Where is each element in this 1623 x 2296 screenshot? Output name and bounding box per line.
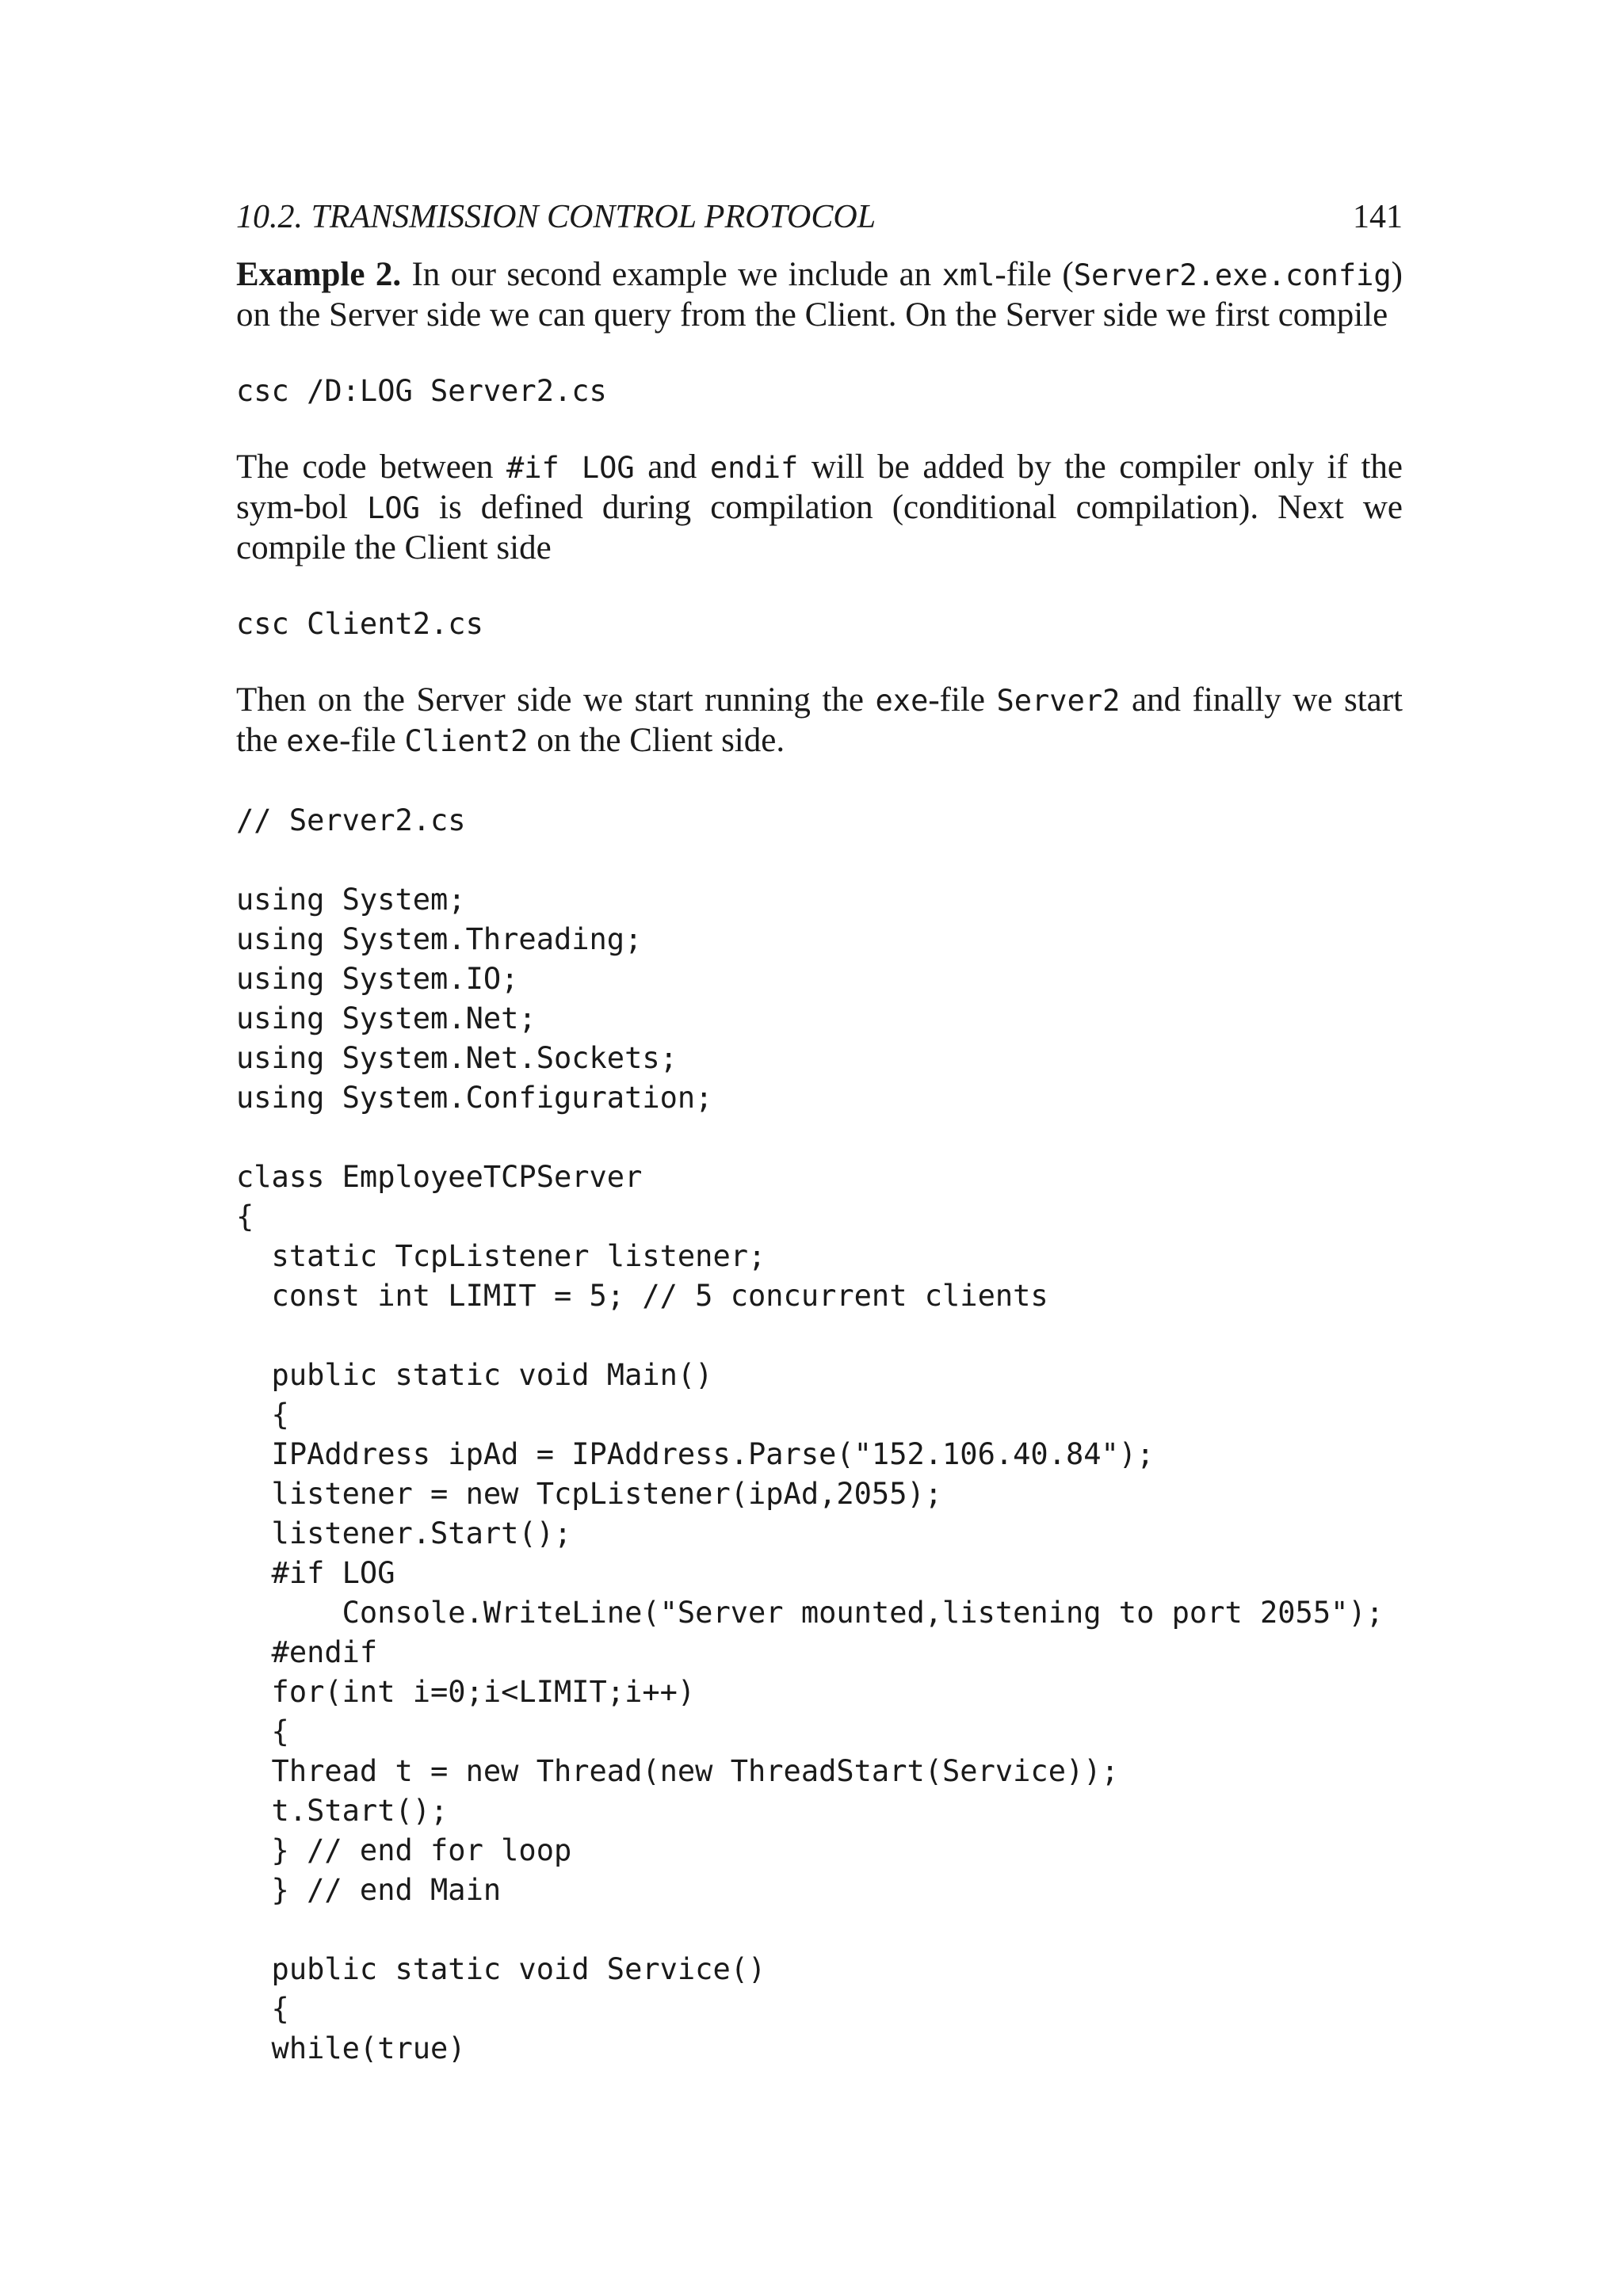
text-run: ) on the Server side we can query from the Client. On the Server side we first compile [236, 256, 1403, 334]
compile-command-server: csc /D:LOG Server2.cs [236, 374, 607, 408]
text-run: In our second example we include an [401, 256, 942, 293]
code-listing-server2: // Server2.cs using System; using System.Threading; using System.IO; using System.Net; using System.Net.Sockets; using System.Configuration; class EmployeeTCPServer { static TcpListener listener; const int LIMIT = 5; // 5 concurrent clients public static void Main() { IPAddress ipAd = IPAddress.Parse("152.106.40.84"); listener = new TcpListener(ipAd,2055); listener.Start(); #if LOG Console.WriteLine("Server mounted,listening to port 2055"); #endif for(int i=0;i<LIMIT;i++) { Thread t = new Thread(new ThreadStart(Service)); t.Start(); } // end for loop } // end Main public static void Service() { while(true) [236, 803, 1384, 2065]
page-body [236, 189, 1403, 2069]
text-run: -file [928, 681, 997, 719]
paragraph-run-instructions [236, 681, 1403, 761]
text-run: is defined during compilation (conditional compilation). Next we compile the Client side [236, 489, 1403, 566]
inline-code: Client2 [404, 724, 529, 758]
section-title: 10.2. TRANSMISSION CONTROL PROTOCOL [236, 199, 876, 235]
inline-code: endif [709, 451, 799, 485]
inline-code: Server2 [996, 684, 1121, 718]
text-run: -file ( [995, 256, 1074, 293]
compile-command-client: csc Client2.cs [236, 607, 483, 641]
paragraph-conditional-compilation [236, 448, 1403, 568]
inline-code: exe [286, 724, 340, 758]
page-number: 141 [1353, 199, 1403, 235]
text-run: and [634, 448, 710, 486]
text-run: -file [339, 722, 405, 759]
text-run: Then on the Server side we start running the [236, 681, 876, 719]
inline-code: Server2.exe.config [1073, 258, 1392, 292]
example-label: Example 2. [236, 256, 402, 293]
paragraph-example-2 [236, 255, 1403, 335]
inline-code: LOG [367, 491, 420, 525]
text-run: The code between [236, 448, 506, 486]
running-header [236, 189, 1403, 236]
inline-code: #if LOG [506, 451, 635, 485]
inline-code: exe [875, 684, 929, 718]
inline-code: xml [941, 258, 995, 292]
text-run: will be added by the compiler only if the sym-bol [236, 448, 1403, 526]
text-run: and finally we start the [236, 681, 1403, 759]
text-run: on the Client side. [528, 722, 785, 759]
